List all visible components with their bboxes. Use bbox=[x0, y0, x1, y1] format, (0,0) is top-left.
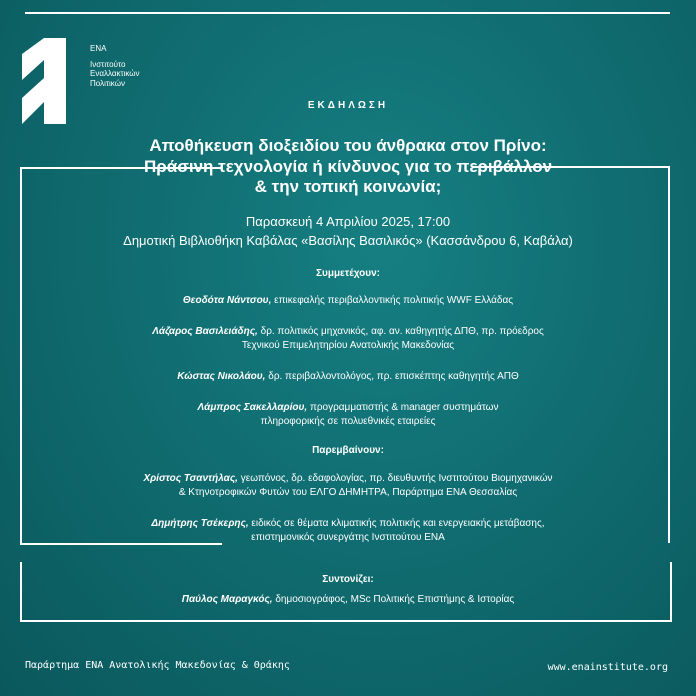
event-venue: Δημοτική Βιβλιοθήκη Καβάλας «Βασίλης Βασιλικός» (Κασσάνδρου 6, Καβάλα) bbox=[123, 233, 573, 248]
participant-desc: δρ. περιβαλλοντολόγος, πρ. επισκέπτης καθηγητής ΑΠΘ bbox=[268, 371, 519, 382]
title-line: Πράσινη τεχνολογία ή κίνδυνος για το περιβάλλον bbox=[143, 156, 553, 176]
title-line: Αποθήκευση διοξειδίου του άνθρακα στον Πρίνο: bbox=[149, 136, 547, 155]
logo-text bbox=[90, 44, 140, 88]
participant-name: Λάμπρος Σακελλαρίου, bbox=[197, 402, 308, 413]
top-divider bbox=[25, 12, 670, 14]
participants-heading: Συμμετέχουν: bbox=[316, 268, 380, 279]
participant-desc: δρ. πολιτικός μηχανικός, αφ. αν. καθηγητής ΔΠΘ, πρ. πρόεδρος bbox=[260, 326, 544, 337]
participant bbox=[0, 294, 696, 308]
moderator-name: Παύλος Μαραγκός, bbox=[181, 594, 273, 605]
participant-desc: προγραμματιστής & manager συστημάτων bbox=[309, 402, 499, 413]
event-details bbox=[0, 212, 696, 250]
intervener bbox=[0, 517, 696, 545]
moderator-desc: δημοσιογράφος, MSc Πολιτικής Επιστήμης & Ιστορίας bbox=[275, 594, 515, 605]
event-label: ΕΚΔΗΛΩΣΗ bbox=[307, 100, 389, 111]
intervener-desc: ειδικός σε θέματα κλιματικής πολιτικής και ενεργειακής μετάβασης, bbox=[251, 518, 545, 529]
intervener-desc: επιστημονικός συνεργάτης Ινστιτούτου ΕΝΑ bbox=[251, 532, 445, 543]
participant-desc: Τεχνικού Επιμελητηρίου Ανατολικής Μακεδονίας bbox=[241, 340, 455, 351]
intervener-name: Δημήτρης Τσέκερης, bbox=[151, 518, 249, 529]
logo-line: Ινστιτούτο bbox=[90, 59, 126, 69]
logo-line: Πολιτικών bbox=[90, 78, 125, 88]
participant bbox=[0, 370, 696, 384]
footer-website-link[interactable]: www.enainstitute.org bbox=[547, 662, 668, 673]
logo-line: Εναλλακτικών bbox=[90, 69, 140, 78]
logo-brand: ΕΝΑ bbox=[90, 44, 107, 53]
title-line: & την τοπική κοινωνία; bbox=[254, 177, 442, 196]
participant-name: Θεοδότα Νάντσου, bbox=[182, 295, 272, 306]
intervener-desc: γεωπόνος, δρ. εδαφολογίας, πρ. διευθυντής Ινστιτούτου Βιομηχανικών bbox=[240, 473, 553, 484]
ena-logo-icon bbox=[20, 38, 66, 124]
moderator-heading: Συντονίζει: bbox=[322, 574, 374, 585]
intervener-desc: & Κτηνοτροφικών Φυτών του ΕΛΓΟ ΔΗΜΗΤΡΑ, Παράρτημα ΕΝΑ Θεσσαλίας bbox=[178, 487, 518, 498]
interveners-heading: Παρεμβαίνουν: bbox=[312, 445, 384, 456]
event-title bbox=[0, 136, 696, 198]
participant bbox=[0, 325, 696, 353]
participant-desc: επικεφαλής περιβαλλοντικής πολιτικής WWF Ελλάδας bbox=[274, 295, 514, 306]
participant bbox=[0, 401, 696, 429]
participant-name: Κώστας Νικολάου, bbox=[177, 371, 266, 382]
footer-branch: Παράρτημα ΕΝΑ Ανατολικής Μακεδονίας & Θράκης bbox=[25, 660, 290, 671]
participant-desc: πληροφορικής σε πολυεθνικές εταιρείες bbox=[260, 416, 436, 427]
frame-bottom bbox=[20, 562, 672, 622]
intervener bbox=[0, 472, 696, 500]
intervener-name: Χρίστος Τσαντήλας, bbox=[143, 473, 238, 484]
moderator bbox=[0, 593, 696, 607]
participant-name: Λάζαρος Βασιλειάδης, bbox=[152, 326, 258, 337]
event-date: Παρασκευή 4 Απριλίου 2025, 17:00 bbox=[245, 214, 451, 229]
